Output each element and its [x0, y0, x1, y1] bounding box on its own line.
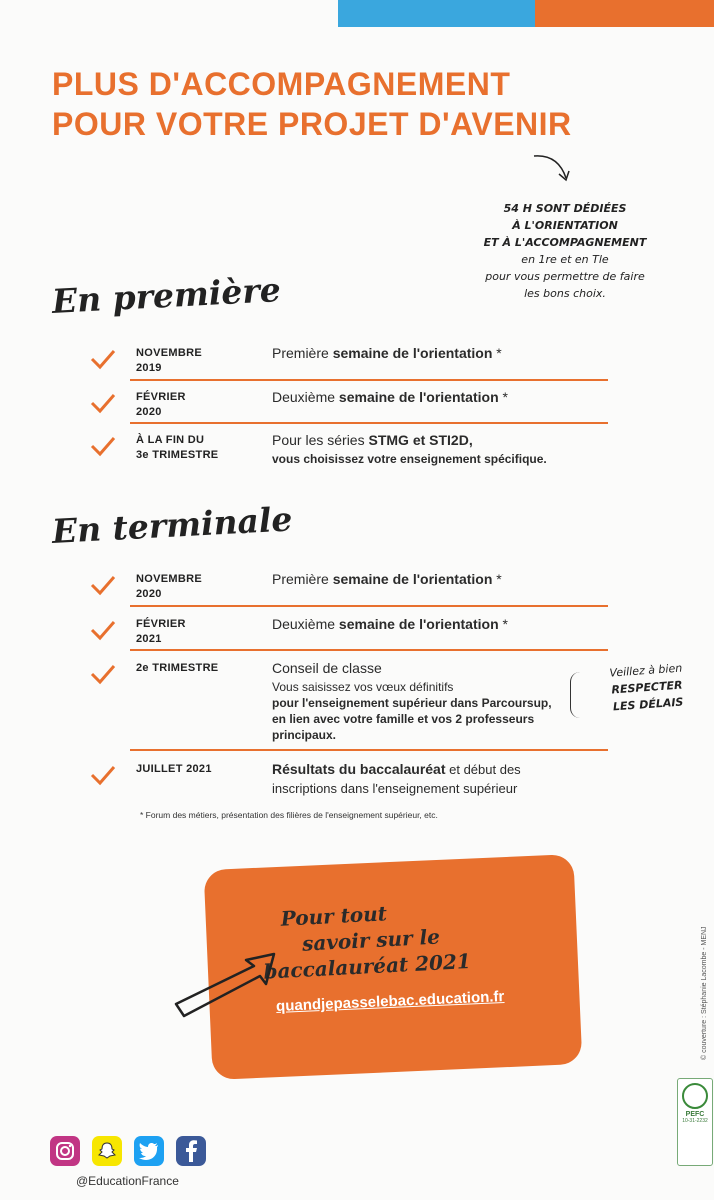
check-icon — [90, 663, 116, 685]
divider — [130, 422, 608, 424]
social-handle: @EducationFrance — [76, 1174, 179, 1188]
side-note-line-1: 54 H SONT DÉDIÉES — [503, 202, 627, 215]
check-icon — [90, 348, 116, 370]
top-bar-blue — [338, 0, 538, 27]
row-description: Première semaine de l'orientation * — [272, 345, 502, 361]
section-title-premiere: En première — [50, 270, 282, 321]
cta-line-2: savoir sur le — [301, 924, 441, 956]
title-line-1: PLUS D'ACCOMPAGNEMENT — [52, 66, 511, 102]
side-note-line-2: À L'ORIENTATION — [512, 219, 618, 232]
check-icon — [90, 619, 116, 641]
row-date: FÉVRIER 2020 — [136, 391, 186, 418]
section-title-terminale: En terminale — [50, 499, 294, 551]
check-icon — [90, 574, 116, 596]
bracket — [570, 672, 581, 718]
curved-arrow-icon — [530, 150, 574, 186]
warning-line-2: RESPECTER — [611, 678, 683, 697]
check-icon — [90, 392, 116, 414]
divider — [130, 749, 608, 751]
footnote: * Forum des métiers, présentation des filières de l'enseignement supérieur, etc. — [140, 810, 438, 820]
page-title — [52, 64, 572, 144]
side-note-line-5: pour vous permettre de faire — [485, 270, 645, 283]
row-date: NOVEMBRE 2019 — [136, 347, 202, 374]
pefc-code: 10-31-2232 — [682, 1118, 708, 1124]
pefc-name: PEFC — [685, 1111, 705, 1118]
check-icon — [90, 764, 116, 786]
cta-line-3: baccalauréat 2021 — [262, 948, 472, 984]
divider — [130, 379, 608, 381]
twitter-icon[interactable] — [134, 1136, 164, 1166]
website-link[interactable]: quandjepasselebac.education.fr — [275, 988, 505, 1015]
title-line-2: POUR VOTRE PROJET D'AVENIR — [52, 106, 572, 142]
row-description: Conseil de classe Vous saisissez vos vœux définitifs pour l'enseignement supérieur dans Parcoursup, en lien avec votre famille et vos 2 professeurs principaux. — [272, 660, 552, 742]
side-note — [470, 200, 660, 302]
side-note-line-3: ET À L'ACCOMPAGNEMENT — [483, 236, 647, 249]
row-date: À LA FIN DU 3e TRIMESTRE — [136, 434, 219, 461]
deadline-warning — [590, 658, 703, 717]
side-note-line-4: en 1re et en Tle — [521, 253, 609, 266]
photo-credit: © couverture : Stéphanie Lacombe - MENJ — [701, 926, 708, 1060]
cursor-arrow-icon — [170, 948, 280, 1022]
pefc-label — [677, 1078, 713, 1166]
row-description: Pour les séries STMG et STI2D, vous choisissez votre enseignement spécifique. — [272, 432, 547, 466]
top-bar-orange — [535, 0, 714, 27]
side-note-line-6: les bons choix. — [524, 287, 606, 300]
snapchat-icon[interactable] — [92, 1136, 122, 1166]
row-date: FÉVRIER 2021 — [136, 618, 186, 645]
cta-text — [260, 893, 524, 985]
row-date: 2e TRIMESTRE — [136, 662, 219, 674]
warning-line-1: Veillez à bien — [609, 661, 683, 680]
row-date: JUILLET 2021 — [136, 763, 212, 775]
divider — [130, 649, 608, 651]
row-description: Deuxième semaine de l'orientation * — [272, 616, 508, 632]
row-description: Première semaine de l'orientation * — [272, 571, 502, 587]
row-date: NOVEMBRE 2020 — [136, 573, 202, 600]
row-description: Résultats du baccalauréat et début des inscriptions dans l'enseignement supérieur — [272, 761, 521, 796]
social-icons — [50, 1136, 206, 1166]
pefc-tree-icon — [682, 1083, 708, 1109]
cta-line-1: Pour tout — [280, 901, 388, 931]
check-icon — [90, 435, 116, 457]
warning-line-3: LES DÉLAIS — [612, 695, 684, 714]
facebook-icon[interactable] — [176, 1136, 206, 1166]
row-description: Deuxième semaine de l'orientation * — [272, 389, 508, 405]
instagram-icon[interactable] — [50, 1136, 80, 1166]
divider — [130, 605, 608, 607]
